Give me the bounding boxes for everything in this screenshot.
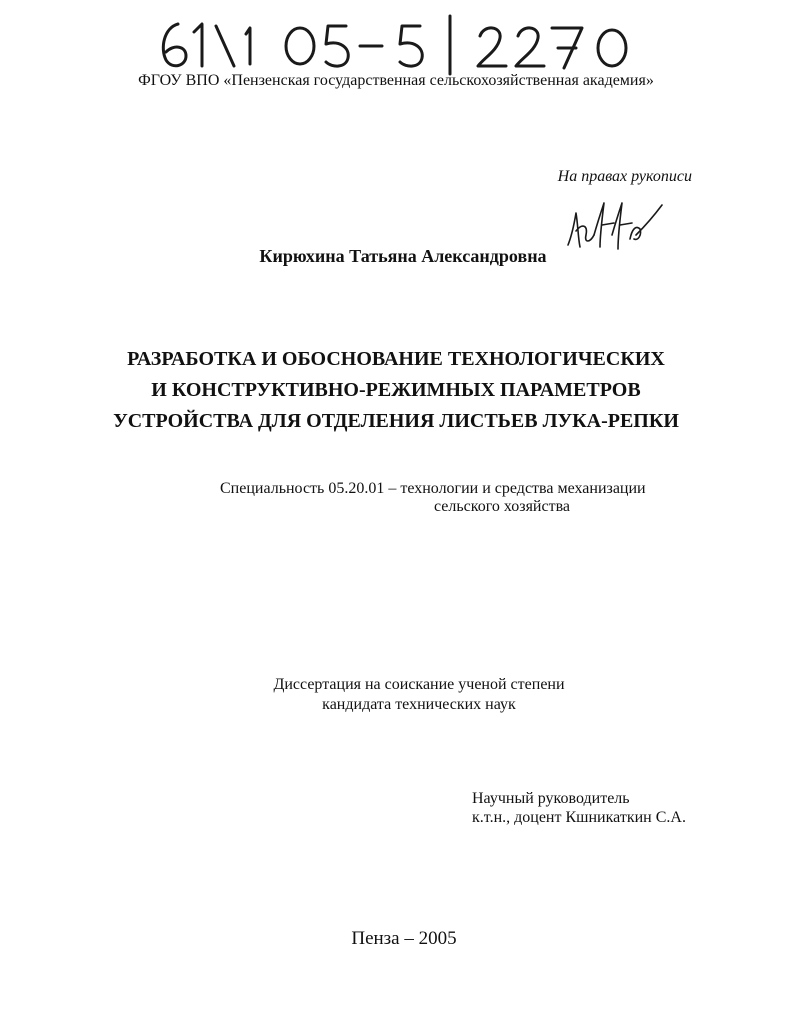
dissertation-degree bbox=[0, 675, 792, 715]
handwritten-catalog-number bbox=[150, 6, 650, 76]
specialty-line-2: сельского хозяйства bbox=[433, 498, 571, 515]
degree-line-2: кандидата технических наук bbox=[322, 696, 516, 713]
degree-line-1: Диссертация на соискание ученой степени bbox=[273, 676, 565, 693]
city-year: Пенза – 2005 bbox=[351, 928, 457, 949]
title-line: РАЗРАБОТКА И ОБОСНОВАНИЕ ТЕХНОЛОГИЧЕСКИХ bbox=[127, 348, 665, 370]
author-name: Кирюхина Татьяна Александровна bbox=[259, 246, 547, 266]
institution-name: ФГОУ ВПО «Пензенская государственная сельскохозяйственная академия» bbox=[138, 72, 654, 89]
supervisor-name: к.т.н., доцент Кшникаткин С.А. bbox=[472, 809, 686, 826]
rights-note: На правах рукописи bbox=[557, 168, 692, 185]
handwritten-number-drawing bbox=[150, 6, 650, 76]
specialty-line-1: Специальность 05.20.01 – технологии и средства механизации bbox=[220, 480, 646, 497]
dissertation-title bbox=[0, 344, 792, 437]
title-line: УСТРОЙСТВА ДЛЯ ОТДЕЛЕНИЯ ЛИСТЬЕВ ЛУКА-РЕПКИ bbox=[113, 410, 679, 432]
supervisor-label: Научный руководитель bbox=[472, 790, 630, 807]
title-line: И КОНСТРУКТИВНО-РЕЖИМНЫХ ПАРАМЕТРОВ bbox=[151, 379, 641, 401]
